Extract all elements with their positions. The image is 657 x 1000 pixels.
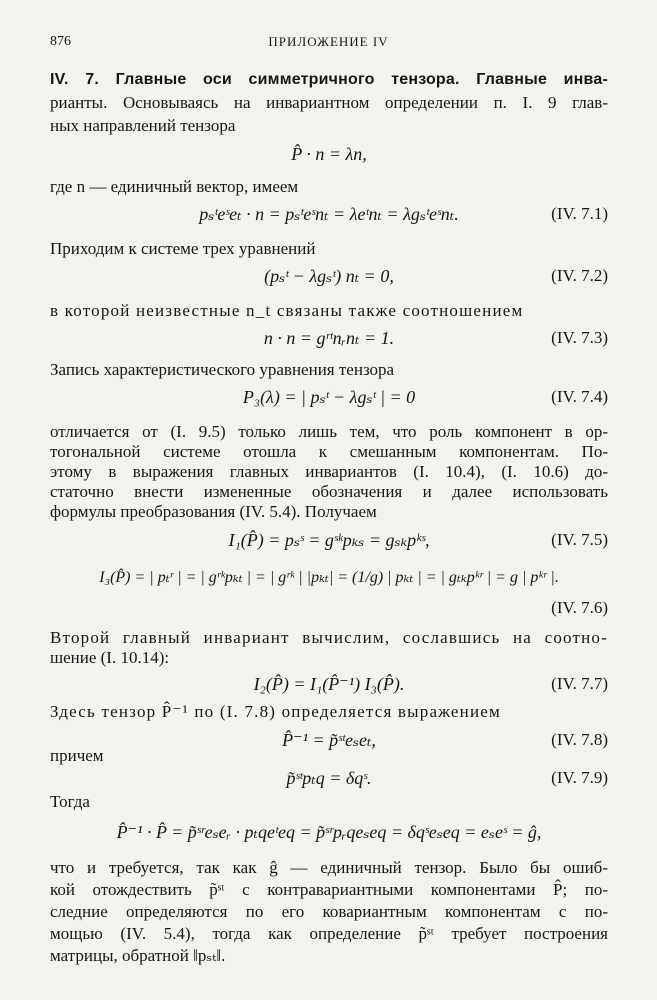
text-line: следние определяются по его ковариантным компонентам с по- bbox=[50, 902, 608, 921]
equation-number: (IV. 7.3) bbox=[551, 328, 608, 347]
formula bbox=[50, 142, 608, 166]
formula-expression: (pₛᵗ − λgₛᵗ) nₜ = 0, bbox=[264, 266, 394, 286]
text-line: тогональной системе отошла к смешанным компонентам. По- bbox=[50, 442, 608, 461]
text-line: кой отождествить p̃ˢᵗ с контравариантными компонентами P̂; по- bbox=[50, 880, 608, 899]
formula-expression: pₛᵗeˢeₜ · n = pₛᵗeˢnₜ = λeᵗnₜ = λgₛᵗeˢnₜ. bbox=[199, 204, 459, 224]
equation-number: (IV. 7.8) bbox=[551, 730, 608, 749]
formula bbox=[50, 264, 608, 288]
text-line: ных направлений тензора bbox=[50, 116, 236, 135]
formula-expression: I₃(P̂) = | pₜʳ | = | gʳᵏpₖₜ | = | gʳᵏ | |pₖₜ| = (1/g) | pₖₜ | = | gₜₖpᵏʳ | = g | pᵏʳ |. bbox=[99, 569, 559, 586]
section-heading: IV. 7. Главные оси симметричного тензора. Главные инва- bbox=[50, 71, 608, 88]
formula bbox=[50, 202, 608, 226]
formula bbox=[50, 326, 608, 350]
text-line: что и требуется, так как ĝ — единичный тензор. Было бы ошиб- bbox=[50, 858, 608, 877]
formula-expression: P̂⁻¹ · P̂ = p̃ˢʳeₛeᵣ · pₜqeᵗeq = p̃ˢʳpᵣqeₛeq = δqˢeₛeq = eₛeˢ = ĝ, bbox=[116, 822, 542, 842]
text-line: матрицы, обратной ‖pₛₜ‖. bbox=[50, 946, 226, 965]
text-line: шение (I. 10.14): bbox=[50, 648, 170, 667]
page-number: 876 bbox=[50, 34, 71, 49]
text-line: в которой неизвестные n_t связаны также соотношением bbox=[50, 301, 524, 320]
formula bbox=[50, 566, 608, 590]
formula bbox=[50, 385, 608, 409]
formula-expression: p̃ˢᵗpₜq = δqˢ. bbox=[286, 768, 372, 788]
text-line: мощью (IV. 5.4), тогда как определение p̃ˢᵗ требует построения bbox=[50, 924, 608, 943]
text-line: где n — единичный вектор, имеем bbox=[50, 177, 299, 196]
text-line: этому в выражения главных инвариантов (I. 10.4), (I. 10.6) до- bbox=[50, 462, 608, 481]
formula-expression: P₃(λ) = | pₛᵗ − λgₛᵗ | = 0 bbox=[242, 387, 416, 407]
text-line: Приходим к системе трех уравнений bbox=[50, 239, 316, 258]
text-line: Второй главный инвариант вычислим, сославшись на соотно- bbox=[50, 628, 608, 647]
formula-expression: n · n = gʳᵗnᵣnₜ = 1. bbox=[263, 328, 395, 348]
formula-expression: I₂(P̂) = I₁(P̂⁻¹) I₃(P̂). bbox=[253, 674, 405, 694]
equation-number: (IV. 7.9) bbox=[551, 768, 608, 787]
equation-number: (IV. 7.7) bbox=[551, 674, 608, 693]
equation-number: (IV. 7.6) bbox=[551, 598, 608, 617]
text-line: Тогда bbox=[50, 792, 90, 811]
formula bbox=[50, 766, 608, 790]
equation-number: (IV. 7.2) bbox=[551, 266, 608, 285]
text-line: Запись характеристического уравнения тензора bbox=[50, 360, 395, 379]
text-line: причем bbox=[50, 746, 104, 765]
text-line: Здесь тензор P̂⁻¹ по (I. 7.8) определяется выражением bbox=[50, 702, 501, 721]
text-line: формулы преобразования (IV. 5.4). Получаем bbox=[50, 502, 377, 521]
equation-number: (IV. 7.1) bbox=[551, 204, 608, 223]
formula-expression: I₁(P̂) = pₛˢ = gˢᵏpₖₛ = gₛₖpᵏˢ, bbox=[228, 530, 430, 550]
formula bbox=[50, 820, 608, 844]
text-line: статочно внести измененные обозначения и далее использовать bbox=[50, 482, 608, 501]
formula-expression: P̂ · n = λn, bbox=[291, 144, 367, 164]
running-title: ПРИЛОЖЕНИЕ IV bbox=[268, 34, 389, 49]
formula bbox=[50, 672, 608, 696]
formula bbox=[50, 528, 608, 552]
equation-number: (IV. 7.5) bbox=[551, 530, 608, 549]
text-line: отличается от (I. 9.5) только лишь тем, что роль компонент в ор- bbox=[50, 422, 608, 441]
formula-expression: P̂⁻¹ = p̃ˢᵗeₛeₜ, bbox=[282, 730, 376, 750]
text-line: рианты. Основываясь на инвариантном определении п. I. 9 глав- bbox=[50, 93, 608, 112]
page-header bbox=[50, 34, 607, 54]
equation-number: (IV. 7.4) bbox=[551, 387, 608, 406]
